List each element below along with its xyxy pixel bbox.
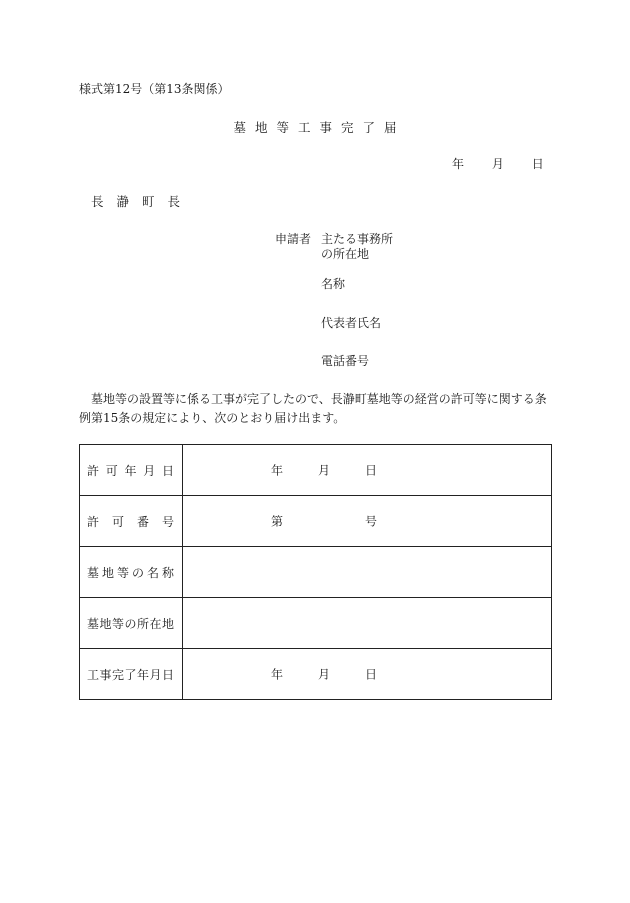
table-row bbox=[80, 496, 552, 547]
permit-date-field[interactable] bbox=[183, 445, 552, 496]
completion-date-day: 日 bbox=[365, 667, 378, 682]
permit-date-day: 日 bbox=[365, 463, 378, 478]
applicant-phone-label: 電話番号 bbox=[321, 354, 370, 368]
applicant-address-line1: 主たる事務所 bbox=[321, 232, 394, 246]
applicant-name-label: 名称 bbox=[321, 277, 346, 291]
applicant-label: 申請者 bbox=[275, 232, 312, 246]
document-title: 墓地等工事完了届 bbox=[233, 120, 406, 135]
cemetery-location-label: 墓地等の所在地 bbox=[80, 598, 183, 649]
permit-date-year: 年 bbox=[271, 463, 284, 478]
table-row bbox=[80, 598, 552, 649]
applicant-representative-label: 代表者氏名 bbox=[321, 316, 382, 330]
date-day-label: 日 bbox=[531, 157, 544, 171]
cemetery-name-label: 墓地等の名称 bbox=[80, 547, 183, 598]
form-number: 様式第12号（第13条関係） bbox=[79, 82, 230, 96]
completion-date-label: 工事完了年月日 bbox=[80, 649, 183, 700]
table-row bbox=[80, 649, 552, 700]
permit-number-suffix: 号 bbox=[365, 514, 378, 529]
cemetery-name-field[interactable] bbox=[183, 547, 552, 598]
permit-number-field[interactable] bbox=[183, 496, 552, 547]
completion-date-month: 月 bbox=[318, 667, 331, 682]
date-month-label: 月 bbox=[491, 157, 504, 171]
completion-details-table bbox=[79, 444, 552, 700]
permit-number-label: 許可番号 bbox=[80, 496, 183, 547]
table-row bbox=[80, 445, 552, 496]
addressee: 長瀞町長 bbox=[91, 194, 194, 209]
table-row bbox=[80, 547, 552, 598]
completion-date-year: 年 bbox=[271, 667, 284, 682]
cemetery-location-field[interactable] bbox=[183, 598, 552, 649]
permit-date-month: 月 bbox=[318, 463, 331, 478]
permit-number-prefix: 第 bbox=[271, 514, 284, 529]
declaration-text: 墓地等の設置等に係る工事が完了したので、長瀞町墓地等の経営の許可等に関する条例第15条の規定により、次のとおり届け出ます。 bbox=[79, 392, 547, 425]
permit-date-label: 許可年月日 bbox=[80, 445, 183, 496]
submission-date bbox=[452, 155, 544, 172]
date-year-label: 年 bbox=[452, 157, 465, 171]
applicant-address-line2: の所在地 bbox=[321, 247, 370, 261]
completion-date-field[interactable] bbox=[183, 649, 552, 700]
